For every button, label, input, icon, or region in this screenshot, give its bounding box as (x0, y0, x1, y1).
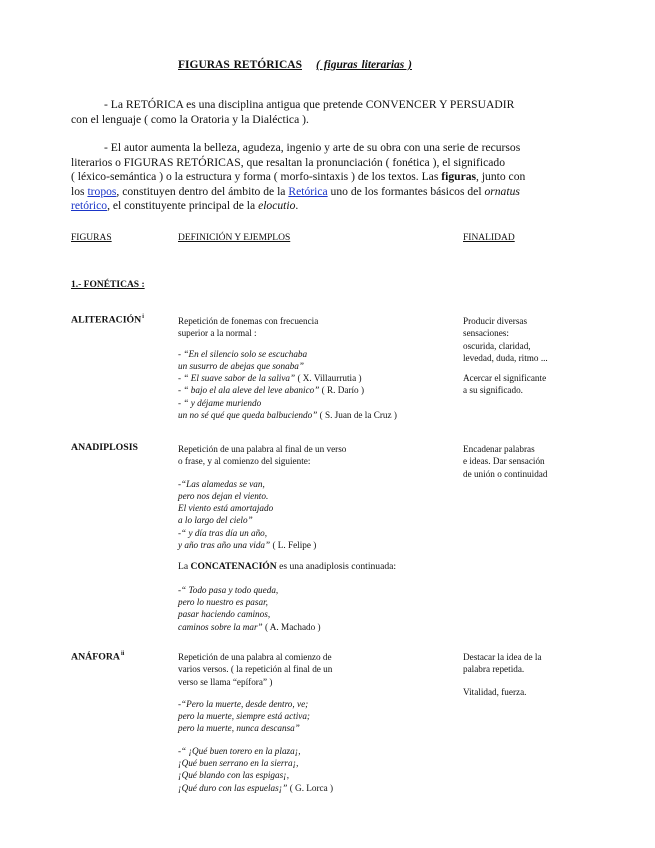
example-line (178, 539, 396, 551)
title-subtitle: ( figuras literarias ) (316, 59, 412, 71)
term-label: ALITERACIÓN (71, 314, 142, 326)
term-anadiplosis (71, 442, 138, 453)
text-line: oscurida, claridad, (463, 340, 531, 351)
example-line: - “ y déjame muriendo (178, 397, 262, 408)
text-line: Repetición de una palabra al final de un verso (178, 444, 347, 454)
example-line: pero nos dejan el viento. (178, 490, 269, 501)
text-line: con el lenguaje ( como la Oratoria y la Dialéctica ). (71, 112, 309, 126)
example-line: pero la muerte, nunca descansa” (178, 723, 300, 734)
anadiplosis-finalidad (463, 443, 547, 480)
text-segment: los (71, 184, 88, 198)
text-segment: . (295, 199, 299, 213)
text-line: varios versos. ( la repetición al final de un (178, 664, 333, 675)
aliteracion-definition (178, 315, 397, 421)
text-line: literarios o FIGURAS RETÓRICAS, que resaltan la pronunciación ( fonética ), el significado (71, 155, 506, 169)
text-segment: es una anadiplosis continuada: (276, 561, 397, 573)
example-line: a lo largo del cielo” (178, 515, 253, 526)
example-line: pero la muerte, siempre está activa; (178, 711, 310, 722)
italic-term: elocutio (258, 199, 296, 213)
example-text: - “ bajo el ala aleve del leve abanico” (178, 385, 320, 396)
text-line: Repetición de una palabra al comienzo de (178, 652, 332, 662)
example-line (178, 384, 397, 396)
example-line: -“Pero la muerte, desde dentro, ve; (178, 698, 309, 709)
example-line: -“ y día tras día un año, (178, 527, 268, 538)
example-line (178, 621, 396, 633)
anafora-definition (178, 651, 333, 794)
example-line: -“Las alamedas se van, (178, 478, 265, 489)
bold-term: figuras (441, 170, 477, 184)
term-label: ANADIPLOSIS (71, 442, 138, 453)
anafora-finalidad (463, 651, 542, 698)
text-line: - La RETÓRICA es una disciplina antigua que pretende CONVENCER Y PERSUADIR (104, 98, 515, 111)
spacer (463, 364, 548, 372)
section-heading-foneticas: 1.- FONÉTICAS : (71, 280, 145, 290)
text-line: verso se llama “epífora” ) (178, 676, 273, 687)
text-segment: ( léxico-semántica ) o la estructura y forma ( morfo-sintaxis ) de los textos. Las (71, 170, 442, 184)
text-line: levedad, duda, ritmo ... (463, 352, 548, 363)
term-label: ANÁFORA (71, 651, 120, 663)
anadiplosis-definition (178, 443, 396, 633)
intro-paragraph-2 (71, 141, 591, 214)
bold-term: CONCATENACIÓN (190, 561, 277, 573)
text-line: sensaciones: (463, 328, 509, 339)
footnote-marker[interactable]: ii (120, 651, 125, 657)
text-line: Producir diversas (463, 316, 528, 326)
example-line: un susurro de abejas que sonaba” (178, 360, 304, 371)
header-definicion: DEFINICIÓN Y EJEMPLOS (178, 233, 291, 243)
example-line (178, 372, 397, 384)
example-author: ( R. Darío ) (319, 385, 365, 396)
title-main: FIGURAS RETÓRICAS (178, 59, 303, 71)
example-line: - “En el silencio solo se escuchaba (178, 348, 308, 359)
term-anafora (71, 651, 124, 662)
text-line: - El autor aumenta la belleza, agudeza, ingenio y arte de su obra con una serie de recursos (104, 141, 521, 154)
text-segment: uno de los formantes básicos del (327, 184, 485, 198)
italic-term: ornatus (484, 184, 520, 198)
text-line: Vitalidad, fuerza. (463, 686, 527, 697)
spacer (178, 468, 396, 478)
text-line: Destacar la idea de la (463, 652, 542, 662)
example-author: ( A. Machado ) (262, 621, 321, 632)
example-line (178, 782, 333, 794)
header-finalidad: FINALIDAD (463, 233, 515, 243)
example-line: pasar haciendo caminos, (178, 609, 271, 620)
example-text: un no sé qué que queda balbuciendo” (178, 410, 318, 421)
example-author: ( L. Felipe ) (270, 540, 317, 551)
text-line (71, 185, 591, 200)
example-text: ¡Qué duro con las espuelas¡” (178, 782, 288, 793)
spacer (463, 676, 542, 686)
spacer (178, 688, 333, 698)
text-line: superior a la normal : (178, 328, 257, 339)
example-text: caminos sobre la mar” (178, 621, 263, 632)
example-line: pero lo nuestro es pasar, (178, 596, 268, 607)
header-figuras: FIGURAS (71, 233, 112, 243)
spacer (178, 340, 397, 348)
page-title (178, 59, 412, 71)
text-line: de unión o continuidad (463, 468, 548, 479)
text-segment: , constituyen dentro del ámbito de la (116, 184, 289, 198)
example-line: ¡Qué blando con las espigas¡, (178, 770, 290, 781)
example-text: y año tras año una vida” (178, 540, 271, 551)
example-author: ( S. Juan de la Cruz ) (317, 410, 397, 421)
text-line: o frase, y al comienzo del siguiente: (178, 456, 311, 467)
text-line (71, 199, 591, 214)
text-segment: La (178, 561, 191, 573)
tropos-link[interactable]: tropos (87, 184, 117, 198)
example-text: - “ El suave sabor de la saliva” (178, 373, 296, 384)
spacer (178, 551, 396, 561)
text-line: a su significado. (463, 385, 523, 396)
text-segment: , el constituyente principal de la (107, 199, 259, 213)
example-line: -“ ¡Qué buen torero en la plaza¡, (178, 745, 301, 756)
text-line: Encadenar palabras (463, 444, 535, 454)
example-line: -“ Todo pasa y todo queda, (178, 584, 279, 595)
example-author: ( X. Villaurrutia ) (295, 373, 362, 384)
spacer (178, 574, 396, 584)
example-line: El viento está amortajado (178, 503, 274, 514)
example-line (178, 409, 397, 421)
retorica-link[interactable]: Retórica (288, 184, 328, 198)
aliteracion-finalidad (463, 315, 548, 397)
spacer (178, 735, 333, 745)
term-aliteracion (71, 314, 144, 325)
example-author: ( G. Lorca ) (287, 782, 334, 793)
intro-paragraph-1 (71, 98, 591, 127)
text-line: palabra repetida. (463, 664, 525, 675)
text-line (71, 170, 591, 185)
retorico-link[interactable]: retórico (71, 199, 108, 213)
example-line: ¡Qué buen serrano en la sierra¡, (178, 758, 299, 769)
text-line: e ideas. Dar sensación (463, 456, 545, 467)
text-segment: , junto con (476, 170, 526, 184)
text-line: Repetición de fonemas con frecuencia (178, 316, 319, 326)
text-line: Acercar el significante (463, 373, 547, 384)
concatenacion-line (178, 561, 396, 573)
footnote-marker[interactable]: i (142, 314, 144, 320)
